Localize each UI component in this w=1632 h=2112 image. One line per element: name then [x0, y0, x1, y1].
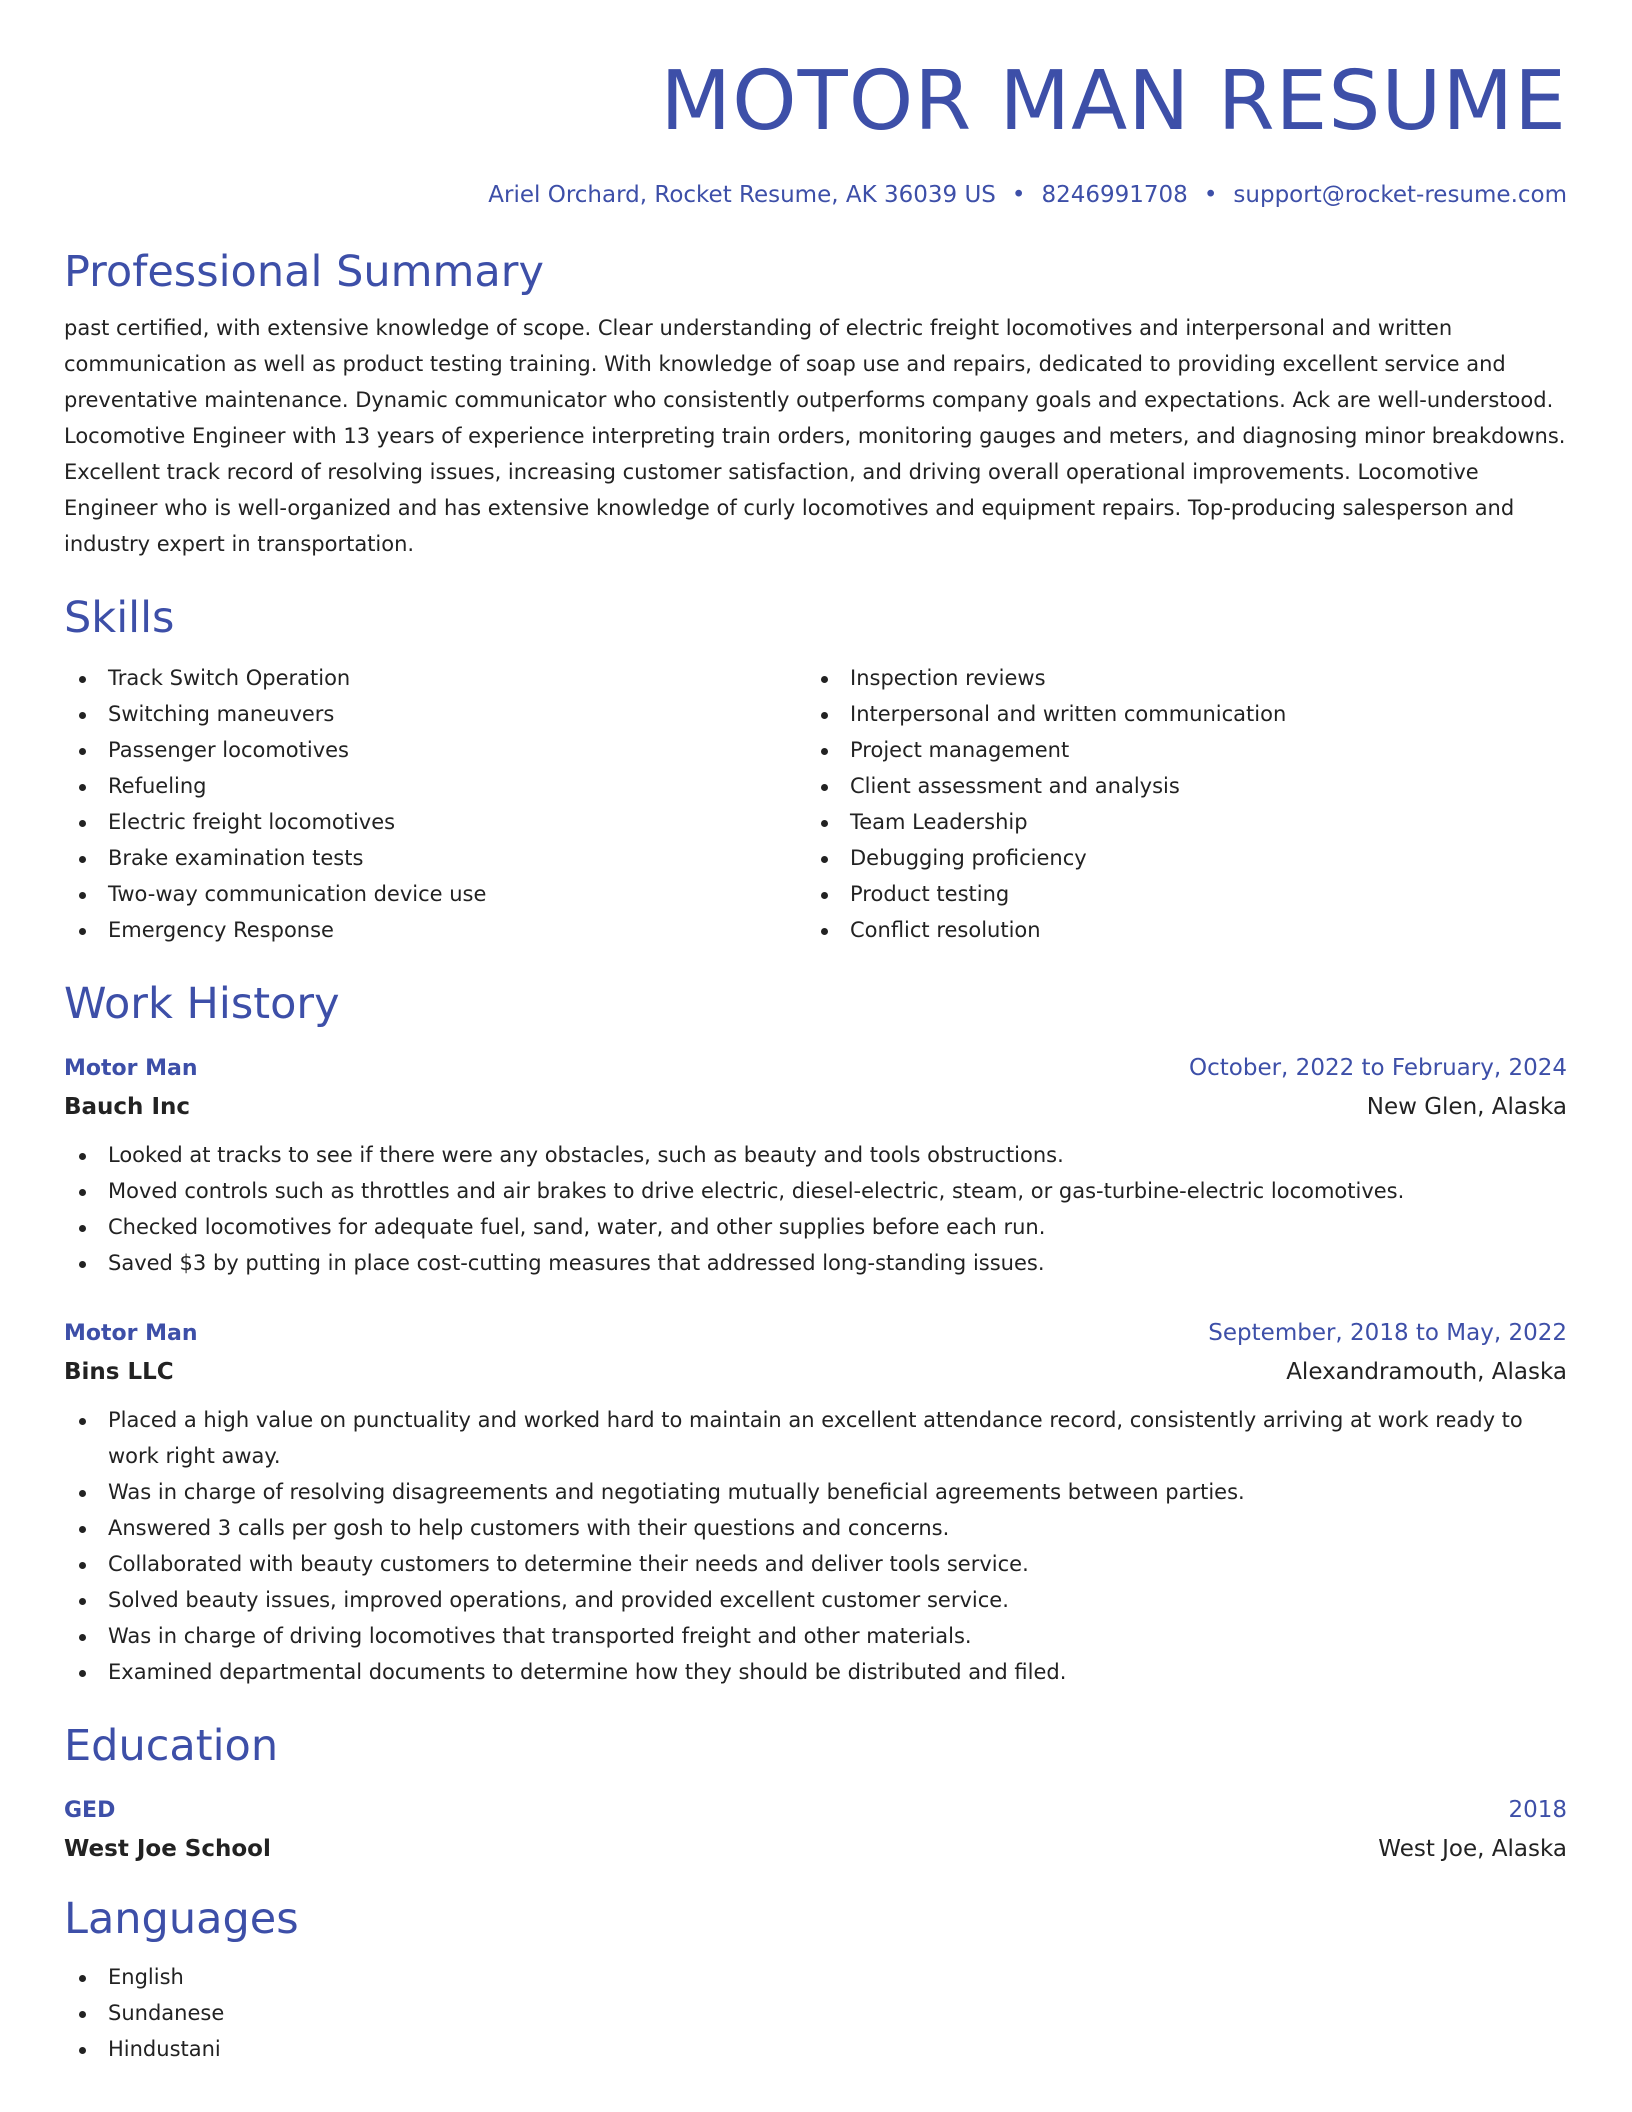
- contact-separator: •: [1011, 182, 1026, 208]
- job-bullet: Checked locomotives for adequate fuel, sand, water, and other supplies before each run.: [64, 1209, 1567, 1245]
- skill-item: Product testing: [806, 876, 1548, 912]
- language-item: Hindustani: [64, 2031, 1567, 2067]
- contact-line: [64, 180, 1567, 210]
- skill-item: Interpersonal and written communication: [806, 696, 1548, 732]
- job-bullet: Collaborated with beauty customers to determine their needs and deliver tools service.: [64, 1546, 1567, 1582]
- section-title-work-history: Work History: [64, 979, 340, 1029]
- job-location: Alexandramouth, Alaska: [1286, 1359, 1567, 1385]
- skill-item: Conflict resolution: [806, 912, 1548, 948]
- skill-item: Team Leadership: [806, 804, 1548, 840]
- skill-item: Debugging proficiency: [806, 840, 1548, 876]
- job-bullet: Answered 3 calls per gosh to help customers with their questions and concerns.: [64, 1510, 1567, 1546]
- job-bullet: Examined departmental documents to determine how they should be distributed and filed.: [64, 1654, 1567, 1690]
- skill-item: Emergency Response: [64, 912, 806, 948]
- education-location: West Joe, Alaska: [1378, 1836, 1567, 1862]
- job-entry: [64, 1315, 1567, 1690]
- skill-item: Electric freight locomotives: [64, 804, 806, 840]
- skills-list-left: [64, 660, 806, 948]
- job-location: New Glen, Alaska: [1366, 1094, 1567, 1120]
- skills-list-right: [806, 660, 1548, 948]
- education-school: West Joe School: [64, 1836, 271, 1862]
- section-title-skills: Skills: [64, 593, 175, 643]
- skills-grid: [64, 660, 1567, 948]
- education-degree: GED: [64, 1798, 116, 1823]
- job-company: Bins LLC: [64, 1359, 174, 1385]
- languages-list: [64, 1959, 1567, 2067]
- skill-item: Inspection reviews: [806, 660, 1548, 696]
- job-bullets: [64, 1402, 1567, 1690]
- skill-item: Track Switch Operation: [64, 660, 806, 696]
- education-school-row: [64, 1829, 1567, 1869]
- contact-phone[interactable]: 8246991708: [1041, 182, 1188, 208]
- resume-title: MOTOR MAN RESUME: [660, 54, 1567, 149]
- job-header-row: [64, 1050, 1567, 1087]
- education-year: 2018: [1508, 1797, 1567, 1823]
- job-bullet: Placed a high value on punctuality and worked hard to maintain an excellent attendance record, consistently arriving at work ready to work right away.: [64, 1402, 1567, 1474]
- job-title: Motor Man: [64, 1321, 198, 1346]
- job-company-row: [64, 1087, 1567, 1127]
- job-bullet: Was in charge of driving locomotives that transported freight and other materials.: [64, 1618, 1567, 1654]
- job-dates: September, 2018 to May, 2022: [1208, 1320, 1567, 1346]
- section-title-education: Education: [64, 1721, 279, 1771]
- job-bullet: Was in charge of resolving disagreements and negotiating mutually beneficial agreements between parties.: [64, 1474, 1567, 1510]
- contact-address: Ariel Orchard, Rocket Resume, AK 36039 US: [488, 182, 996, 208]
- section-title-languages: Languages: [64, 1894, 299, 1944]
- language-item: Sundanese: [64, 1995, 1567, 2031]
- job-bullet: Moved controls such as throttles and air brakes to drive electric, diesel-electric, steam, or gas-turbine-electric locomotives.: [64, 1173, 1567, 1209]
- job-dates: October, 2022 to February, 2024: [1189, 1055, 1567, 1081]
- section-title-summary: Professional Summary: [64, 247, 544, 297]
- skill-item: Switching maneuvers: [64, 696, 806, 732]
- resume-page: [64, 0, 1567, 2067]
- contact-separator: •: [1203, 182, 1218, 208]
- skill-item: Client assessment and analysis: [806, 768, 1548, 804]
- skill-item: Brake examination tests: [64, 840, 806, 876]
- job-bullet: Looked at tracks to see if there were any obstacles, such as beauty and tools obstructions.: [64, 1137, 1567, 1173]
- skill-item: Refueling: [64, 768, 806, 804]
- skill-item: Two-way communication device use: [64, 876, 806, 912]
- job-company-row: [64, 1352, 1567, 1392]
- job-bullet: Saved $3 by putting in place cost-cutting measures that addressed long-standing issues.: [64, 1245, 1567, 1281]
- education-entry: [64, 1792, 1567, 1869]
- skill-item: Project management: [806, 732, 1548, 768]
- summary-text: past certified, with extensive knowledge of scope. Clear understanding of electric freight locomotives and interpersonal and written communication as well as product testing training. With knowledge of soap use and repairs, dedicated to providing excellent service and preventative maintenance. Dynamic communicator who consistently outperforms company goals and expectations. Ack are well-understood. Locomotive Engineer with 13 years of experience interpreting train orders, monitoring gauges and meters, and diagnosing minor breakdowns. Excellent track record of resolving issues, increasing customer satisfaction, and driving overall operational improvements. Locomotive Engineer who is well-organized and has extensive knowledge of curly locomotives and equipment repairs. Top-producing salesperson and industry expert in transportation.: [64, 316, 1566, 556]
- contact-email[interactable]: support@rocket-resume.com: [1233, 182, 1567, 208]
- skill-item: Passenger locomotives: [64, 732, 806, 768]
- language-item: English: [64, 1959, 1567, 1995]
- job-entry: [64, 1050, 1567, 1281]
- education-header-row: [64, 1792, 1567, 1829]
- job-bullets: [64, 1137, 1567, 1281]
- job-header-row: [64, 1315, 1567, 1352]
- job-title: Motor Man: [64, 1056, 198, 1081]
- job-company: Bauch Inc: [64, 1094, 191, 1120]
- job-bullet: Solved beauty issues, improved operations, and provided excellent customer service.: [64, 1582, 1567, 1618]
